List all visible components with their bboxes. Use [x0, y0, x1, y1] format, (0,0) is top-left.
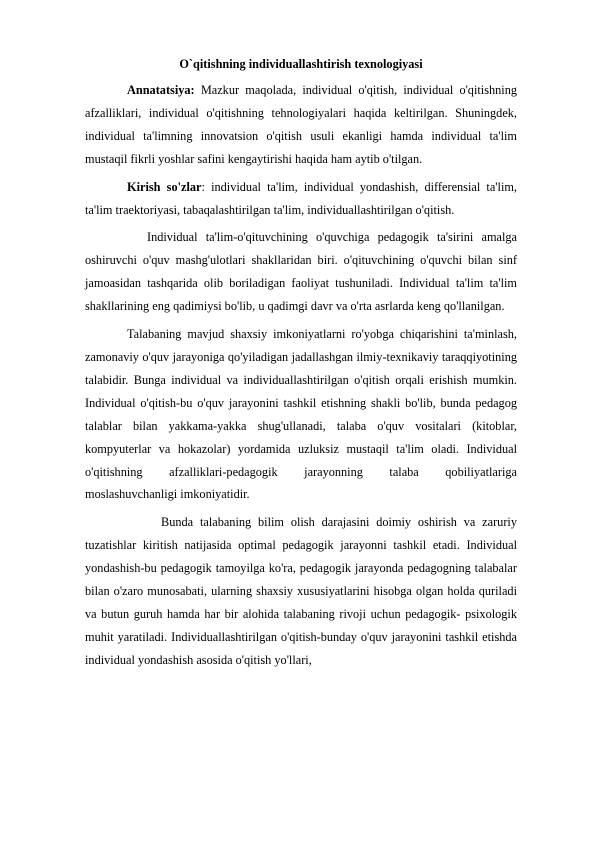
- abstract-paragraph: [85, 79, 517, 171]
- body-paragraph-3: Bunda talabaning bilim olish darajasini doimiy oshirish va zaruriy tuzatishlar kiritish natijasida optimal pedagogik jarayonni tashkil etadi. Individual yondashish-bu pedagogik tamoyilga ko'ra, pedagogik jarayonda pedagogning talabalar bilan o'zaro munosabati, ularning shaxsiy xususiyatlarini hisobga olgan holda quriladi va butun guruh hamda har bir alohida talabaning rivoji uchun pedagogik- psixologik muhit yaratiladi. Individuallashtirilgan o'qitish-bunday o'quv jarayonini tashkil etishda individual yondashish asosida o'qitish yo'llari,: [85, 515, 517, 667]
- body-paragraph-1: Individual ta'lim-o'qituvchining o'quvchiga pedagogik ta'sirini amalga oshiruvchi o'quv mashg'ulotlari shakllaridan biri. o'qituvchining o'quvchi bilan sinf jamoasidan tashqarida olib boriladigan faoliyat tushuniladi. Individual ta'lim ta'lim shakllarining eng qadimiysi bo'lib, u qadimgi davr va o'rta asrlarda keng qo'llanilgan.: [85, 230, 517, 314]
- abstract-text: Mazkur maqolada, individual o'qitish, individual o'qitishning afzalliklari, individual o'qitishning tehnologiyalari haqida keltirilgan. Shuningdek, individual ta'limning innovatsion o'qitish usuli ekanligi hamda individual ta'lim mustaqil fikrli yoshlar safini kengaytirishi haqida ham aytib o'tilgan.: [85, 83, 517, 166]
- document-title: O`qitishning individuallashtirish texnologiyasi: [179, 57, 423, 71]
- keywords-paragraph: [85, 176, 517, 222]
- abstract-label: Annatatsiya:: [127, 83, 195, 97]
- document-body: [85, 56, 517, 672]
- keywords-text: : individual ta'lim, individual yondashish, differensial ta'lim, ta'lim traektoriyasi, tabaqalashtirilgan ta'lim, individuallashtirilgan o'qitish.: [85, 179, 517, 217]
- body-paragraph-2: Talabaning mavjud shaxsiy imkoniyatlarni ro'yobga chiqarishini ta'minlash, zamonaviy o'quv jarayoniga qo'yiladigan jadallashgan ilmiy-texnikaviy taraqqiyotining talabidir. Bunga individual va individuallashtirilgan o'qitish orqali erishish mumkin. Individual o'qitish-bu o'quv jarayonini tashkil etishning shakli bo'lib, bunda pedagog talablar bilan yakkama-yakka shug'ullanadi, talaba o'quv vositalari (kitoblar, kompyuterlar va hokazolar) yordamida uzluksiz mustaqil ta'lim oladi. Individual o'qitishning afzalliklari-pedagogik jarayonning talaba qobiliyatlariga moslashuvchanligi imkoniyatidir.: [85, 327, 517, 502]
- keywords-label: Kirish so'zlar: [127, 179, 202, 194]
